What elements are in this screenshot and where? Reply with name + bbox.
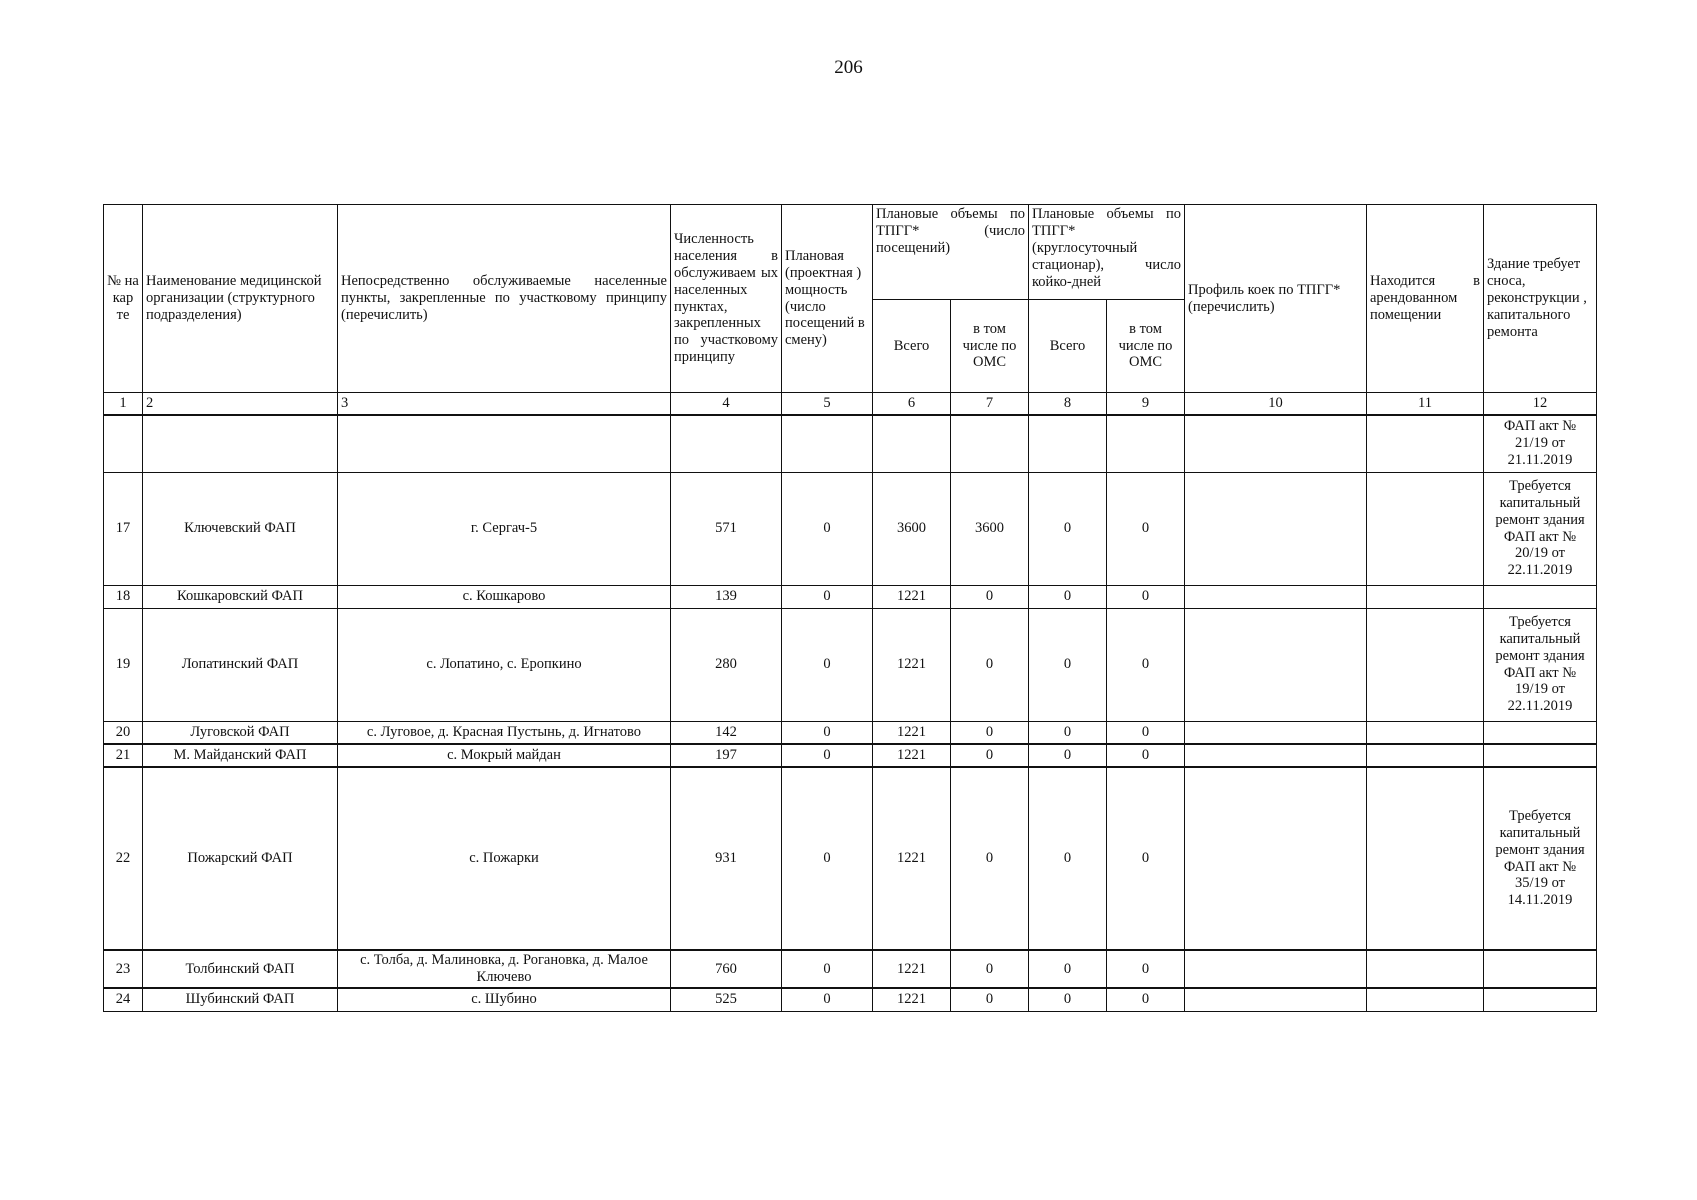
row-number: 19 [104,608,143,721]
column-number: 2 [143,393,338,416]
bed-profile [1185,767,1367,950]
capacity: 0 [782,608,873,721]
building-note [1484,721,1597,744]
facility-name: Пожарский ФАП [143,767,338,950]
column-number: 9 [1107,393,1185,416]
header-population: Численность населения в обслуживаем ых населенных пунктах, закрепленных по участковому принципу [671,205,782,393]
page-number: 206 [834,57,863,78]
settlements: с. Луговое, д. Красная Пустынь, д. Игнатово [338,721,671,744]
column-number: 6 [873,393,951,416]
settlements: с. Толба, д. Малиновка, д. Рогановка, д. Малое Ключево [338,950,671,988]
beddays-total: 0 [1029,585,1107,608]
table-row [104,585,1597,608]
bed-profile [1185,950,1367,988]
facility-name: М. Майданский ФАП [143,744,338,767]
column-number: 5 [782,393,873,416]
beddays-oms: 0 [1107,744,1185,767]
beddays-oms: 0 [1107,767,1185,950]
population: 931 [671,767,782,950]
row-number: 21 [104,744,143,767]
table-row [104,744,1597,767]
column-number: 8 [1029,393,1107,416]
facilities-table [103,204,1597,1012]
row-number: 22 [104,767,143,950]
column-number: 12 [1484,393,1597,416]
header-visits-total: Всего [873,300,951,393]
bed-profile [1185,744,1367,767]
capacity: 0 [782,744,873,767]
row-number: 18 [104,585,143,608]
beddays-oms: 0 [1107,950,1185,988]
table-row [104,721,1597,744]
rented [1367,608,1484,721]
building-note [1484,988,1597,1011]
beddays-total: 0 [1029,472,1107,585]
population: 525 [671,988,782,1011]
visits-oms: 0 [951,767,1029,950]
population: 139 [671,585,782,608]
table-row [104,767,1597,950]
header-beddays-total: Всего [1029,300,1107,393]
beddays-total: 0 [1029,767,1107,950]
bed-profile [1185,585,1367,608]
settlements: с. Мокрый майдан [338,744,671,767]
rented [1367,744,1484,767]
table-row [104,472,1597,585]
population: 142 [671,721,782,744]
facility-name: Шубинский ФАП [143,988,338,1011]
capacity: 0 [782,585,873,608]
rented [1367,950,1484,988]
column-number: 3 [338,393,671,416]
visits-total: 1221 [873,767,951,950]
row-number: 17 [104,472,143,585]
header-visits-group: Плановые объемы по ТПГГ* (число посещений) [873,205,1029,300]
header-map-number: № на кар те [104,205,143,393]
header-beddays-oms: в том числе по ОМС [1107,300,1185,393]
building-note: Требуется капитальный ремонт здания ФАП акт № 20/19 от 22.11.2019 [1484,472,1597,585]
population: 571 [671,472,782,585]
table-row [104,950,1597,988]
visits-oms: 0 [951,721,1029,744]
beddays-total: 0 [1029,744,1107,767]
bed-profile [1185,472,1367,585]
bed-profile [1185,721,1367,744]
building-note: ФАП акт № 21/19 от 21.11.2019 [1484,415,1597,472]
settlements: с. Лопатино, с. Еропкино [338,608,671,721]
capacity: 0 [782,950,873,988]
population: 197 [671,744,782,767]
row-number: 23 [104,950,143,988]
column-number-row [104,393,1597,416]
header-visits-oms: в том числе по ОМС [951,300,1029,393]
facility-name: Толбинский ФАП [143,950,338,988]
beddays-oms: 0 [1107,472,1185,585]
column-number: 4 [671,393,782,416]
row-number: 20 [104,721,143,744]
beddays-total: 0 [1029,988,1107,1011]
rented [1367,585,1484,608]
capacity: 0 [782,988,873,1011]
header-beddays-group: Плановые объемы по ТПГГ* (круглосуточный стационар), число койко-дней [1029,205,1185,300]
rented [1367,988,1484,1011]
rented [1367,767,1484,950]
header-served-settlements: Непосредственно обслуживаемые населенные пункты, закрепленные по участковому принципу (перечислить) [338,205,671,393]
building-note: Требуется капитальный ремонт здания ФАП акт № 19/19 от 22.11.2019 [1484,608,1597,721]
population: 760 [671,950,782,988]
building-note [1484,585,1597,608]
visits-total: 3600 [873,472,951,585]
column-number: 7 [951,393,1029,416]
visits-oms: 3600 [951,472,1029,585]
column-number: 1 [104,393,143,416]
beddays-total: 0 [1029,950,1107,988]
header-building-condition: Здание требует сноса, реконструкции , капитального ремонта [1484,205,1597,393]
header-planned-capacity: Плановая (проектная ) мощность (число посещений в смену) [782,205,873,393]
facility-name: Лопатинский ФАП [143,608,338,721]
visits-oms: 0 [951,950,1029,988]
column-number: 11 [1367,393,1484,416]
visits-total: 1221 [873,608,951,721]
rented [1367,721,1484,744]
facility-name: Ключевский ФАП [143,472,338,585]
visits-total: 1221 [873,988,951,1011]
table-row [104,988,1597,1011]
facility-name: Луговской ФАП [143,721,338,744]
building-note [1484,744,1597,767]
beddays-oms: 0 [1107,608,1185,721]
settlements: г. Сергач-5 [338,472,671,585]
header-organization-name: Наименование медицинской организации (структурного подразделения) [143,205,338,393]
settlements: с. Пожарки [338,767,671,950]
capacity: 0 [782,721,873,744]
table-row [104,608,1597,721]
visits-total: 1221 [873,721,951,744]
column-number: 10 [1185,393,1367,416]
visits-total: 1221 [873,950,951,988]
visits-oms: 0 [951,988,1029,1011]
building-note [1484,950,1597,988]
bed-profile [1185,608,1367,721]
header-rented: Находится в арендованном помещении [1367,205,1484,393]
continuation-row [104,415,1597,472]
beddays-oms: 0 [1107,988,1185,1011]
header-bed-profile: Профиль коек по ТПГГ* (перечислить) [1185,205,1367,393]
beddays-total: 0 [1029,721,1107,744]
beddays-oms: 0 [1107,721,1185,744]
building-note: Требуется капитальный ремонт здания ФАП акт № 35/19 от 14.11.2019 [1484,767,1597,950]
facility-name: Кошкаровский ФАП [143,585,338,608]
beddays-total: 0 [1029,608,1107,721]
row-number: 24 [104,988,143,1011]
beddays-oms: 0 [1107,585,1185,608]
visits-oms: 0 [951,608,1029,721]
bed-profile [1185,988,1367,1011]
capacity: 0 [782,472,873,585]
settlements: с. Шубино [338,988,671,1011]
settlements: с. Кошкарово [338,585,671,608]
visits-total: 1221 [873,744,951,767]
visits-total: 1221 [873,585,951,608]
population: 280 [671,608,782,721]
capacity: 0 [782,767,873,950]
visits-oms: 0 [951,585,1029,608]
visits-oms: 0 [951,744,1029,767]
rented [1367,472,1484,585]
